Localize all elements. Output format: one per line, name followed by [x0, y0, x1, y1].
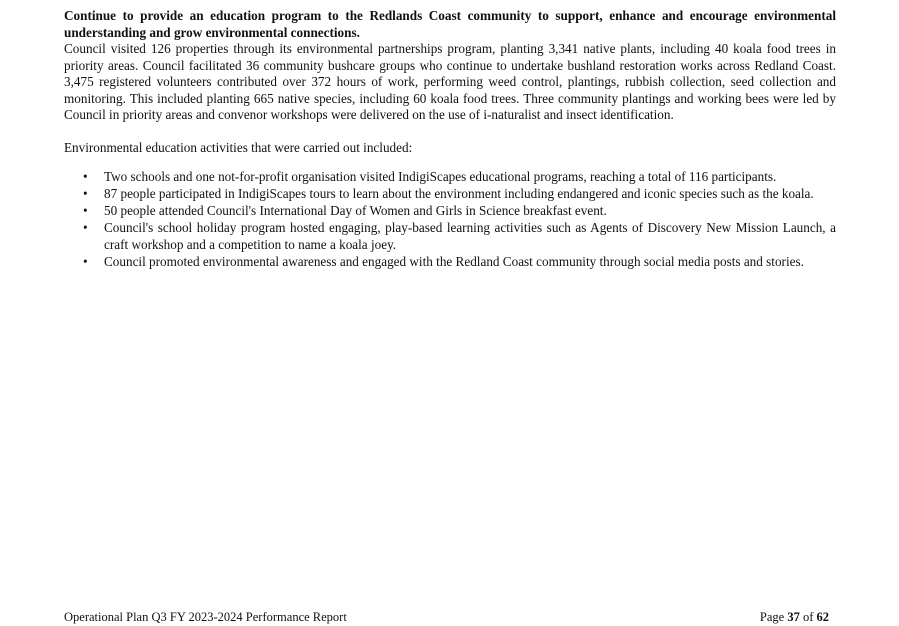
page-indicator: Page 37 of 62	[759, 610, 829, 624]
section-heading: Continue to provide an education program to the Redlands Coast community to support, enhance and encourage environmental understanding and grow environmental connections.	[64, 8, 836, 40]
page-number: 37	[787, 610, 800, 624]
document-page	[64, 8, 836, 271]
body-paragraph: Council visited 126 properties through its environmental partnerships program, planting 3,341 native plants, including 40 koala food trees in priority areas. Council facilitated 36 community bushcare groups who continue to undertake bushland restoration works across Redland Coast. 3,475 registered volunteers contributed over 372 hours of work, performing weed control, plantings, rubbish collection, seed collection and monitoring. This included planting 665 native species, including 60 koala food trees. Three community plantings and working bees were led by Council in priority areas and convenor workshops were delivered on the use of i-naturalist and insect identification.	[64, 41, 836, 122]
bullet-icon: •	[83, 253, 88, 269]
list-item: • Council's school holiday program hosted engaging, play-based learning activities such as Agents of Discovery New Mission Launch, a craft workshop and a competition to name a koala joey.	[83, 220, 836, 252]
page-footer	[64, 610, 829, 625]
bullet-icon: •	[83, 169, 88, 185]
footer-title: Operational Plan Q3 FY 2023-2024 Performance Report	[64, 610, 347, 624]
list-intro: Environmental education activities that were carried out included:	[64, 139, 413, 155]
bullet-icon: •	[83, 220, 88, 236]
page-total: 62	[816, 610, 829, 624]
list-item: • 87 people participated in IndigiScapes tours to learn about the environment including endangered and iconic species such as the koala.	[83, 186, 814, 202]
activities-list	[64, 169, 836, 270]
list-item: • 50 people attended Council's International Day of Women and Girls in Science breakfast event.	[83, 203, 607, 219]
bullet-icon: •	[83, 186, 88, 202]
bullet-icon: •	[83, 203, 88, 219]
list-item: • Two schools and one not-for-profit organisation visited IndigiScapes educational programs, reaching a total of 116 participants.	[83, 169, 777, 185]
list-item: • Council promoted environmental awareness and engaged with the Redland Coast community through social media posts and stories.	[83, 253, 804, 269]
